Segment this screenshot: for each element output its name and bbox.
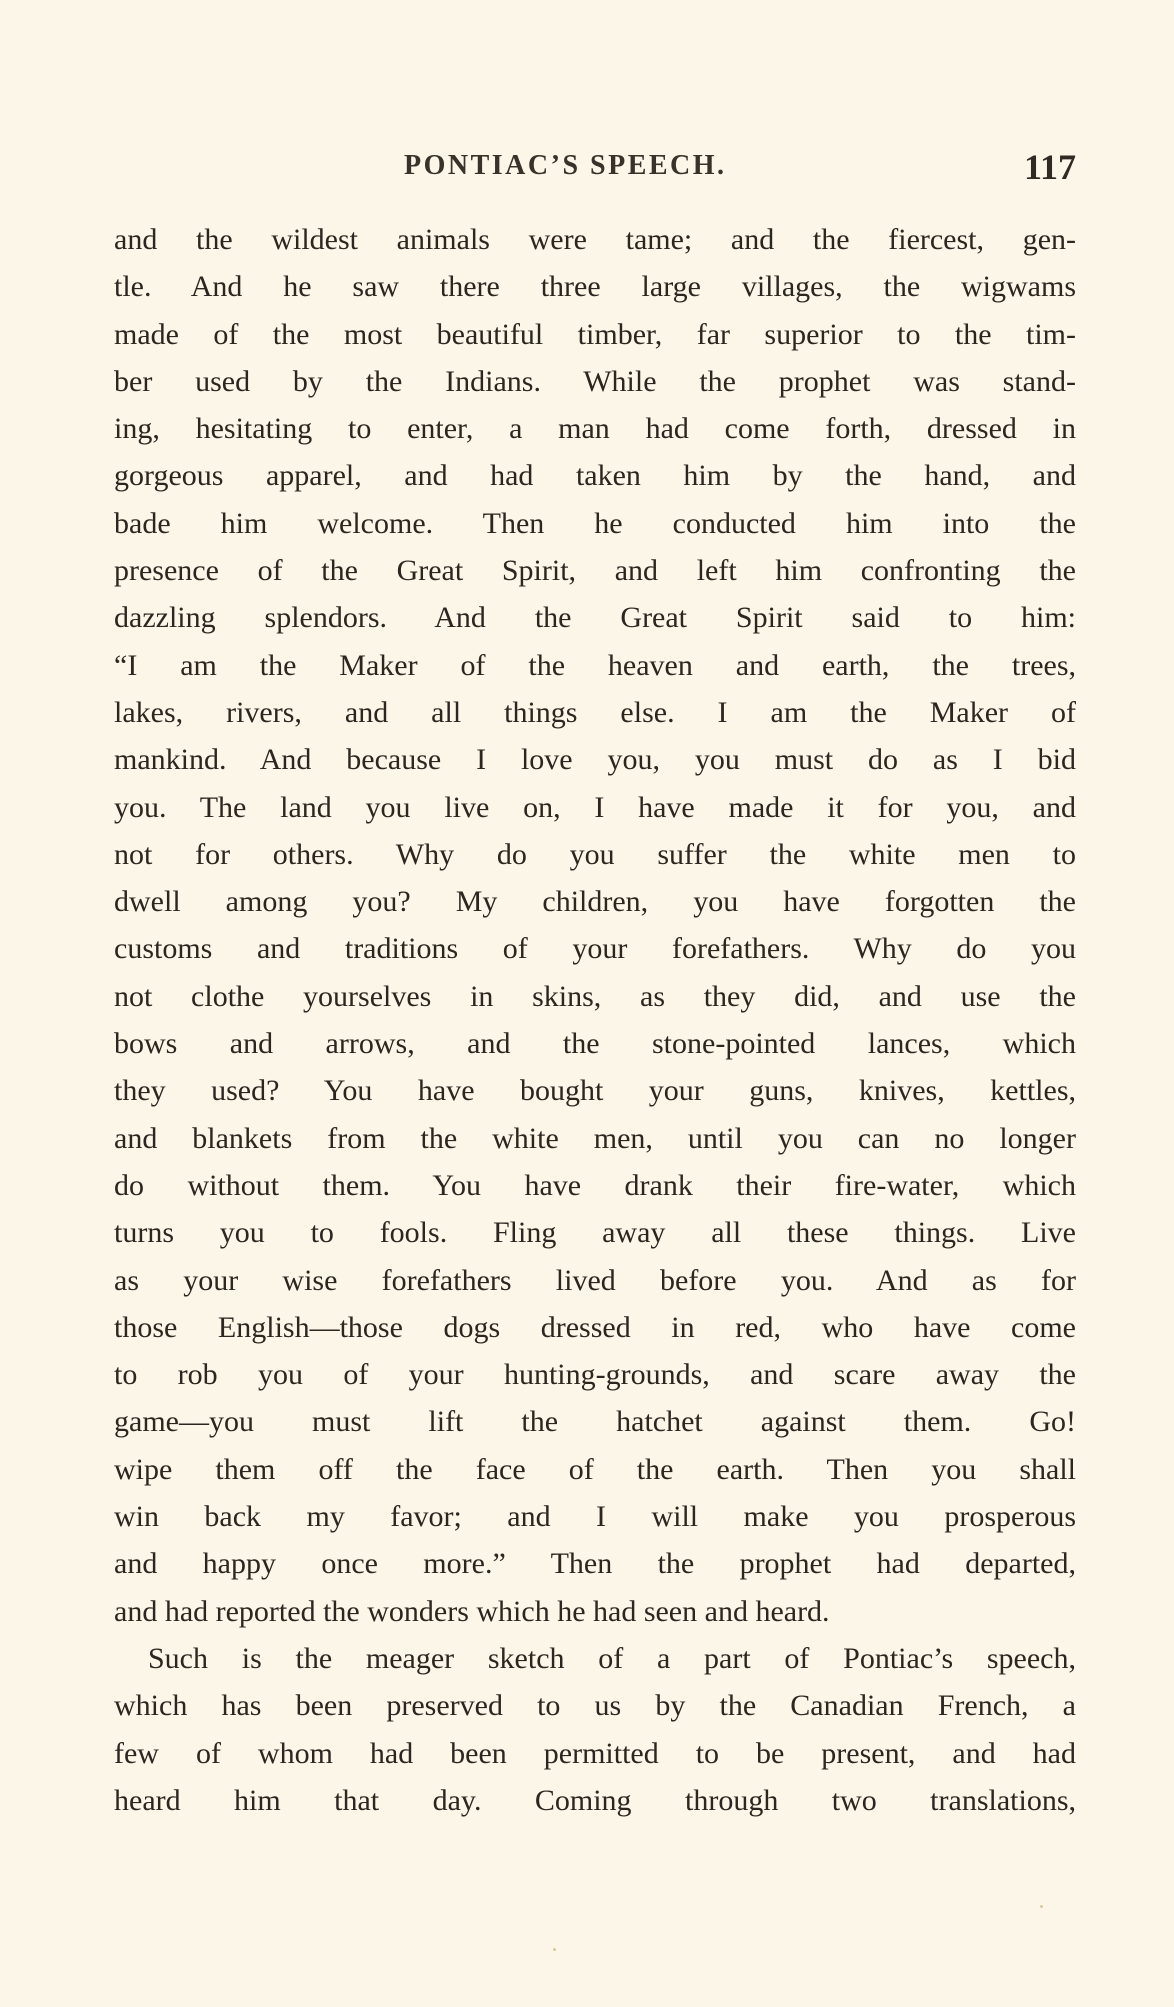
text-line: and the wildest animals were tame; and the fiercest, gen- <box>114 223 1076 256</box>
text-line: heard him that day. Coming through two translations, <box>114 1783 1076 1817</box>
text-line: lakes, rivers, and all things else. I am the Maker of <box>114 695 1076 729</box>
text-line: you. The land you live on, I have made it for you, and <box>114 790 1076 824</box>
running-head <box>114 146 1076 196</box>
page-number: 117 <box>1023 147 1076 187</box>
text-line: gorgeous apparel, and had taken him by the hand, and <box>114 459 1076 493</box>
body-text <box>114 216 1076 1824</box>
text-line: as your wise forefathers lived before you. And as for <box>114 1263 1076 1297</box>
text-line: bade him welcome. Then he conducted him into the <box>114 506 1076 540</box>
text-line: dazzling splendors. And the Great Spirit said to him: <box>114 601 1076 635</box>
text-line: “I am the Maker of the heaven and earth, the trees, <box>114 648 1076 682</box>
text-line: do without them. You have drank their fire-water, which <box>114 1168 1076 1202</box>
running-title: PONTIAC’S SPEECH. <box>404 150 727 181</box>
text-line: bows and arrows, and the stone-pointed lances, which <box>114 1027 1076 1061</box>
text-line: wipe them off the face of the earth. Then you shall <box>114 1452 1076 1486</box>
text-line: few of whom had been permitted to be present, and had <box>114 1736 1076 1770</box>
text-line: not for others. Why do you suffer the white men to <box>114 837 1076 871</box>
paragraph-end-line: and had reported the wonders which he had seen and heard. <box>114 1594 830 1628</box>
text-line: game—you must lift the hatchet against them. Go! <box>114 1405 1076 1439</box>
text-line: those English—those dogs dressed in red, who have come <box>114 1310 1076 1344</box>
text-line: not clothe yourselves in skins, as they did, and use the <box>114 979 1076 1013</box>
paper-speck <box>553 1948 556 1951</box>
text-line: ber used by the Indians. While the prophet was stand- <box>114 364 1076 398</box>
text-line: tle. And he saw there three large villages, the wigwams <box>114 270 1076 304</box>
text-line: made of the most beautiful timber, far superior to the tim- <box>114 317 1076 351</box>
text-line: win back my favor; and I will make you prosperous <box>114 1500 1076 1534</box>
text-line: turns you to fools. Fling away all these things. Live <box>114 1216 1076 1250</box>
text-line: customs and traditions of your forefathers. Why do you <box>114 932 1076 966</box>
text-line: they used? You have bought your guns, knives, kettles, <box>114 1074 1076 1108</box>
paragraph-start-line: Such is the meager sketch of a part of Pontiac’s speech, <box>148 1641 1076 1675</box>
text-line: presence of the Great Spirit, and left him confronting the <box>114 554 1076 588</box>
text-line: which has been preserved to us by the Canadian French, a <box>114 1689 1076 1723</box>
text-line: to rob you of your hunting-grounds, and scare away the <box>114 1358 1076 1392</box>
text-line: and blankets from the white men, until you can no longer <box>114 1121 1076 1155</box>
text-line: dwell among you? My children, you have forgotten the <box>114 885 1076 919</box>
text-line: and happy once more.” Then the prophet had departed, <box>114 1547 1076 1581</box>
paper-speck <box>1040 1905 1043 1908</box>
text-line: mankind. And because I love you, you must do as I bid <box>114 743 1076 777</box>
text-line: ing, hesitating to enter, a man had come forth, dressed in <box>114 412 1076 446</box>
